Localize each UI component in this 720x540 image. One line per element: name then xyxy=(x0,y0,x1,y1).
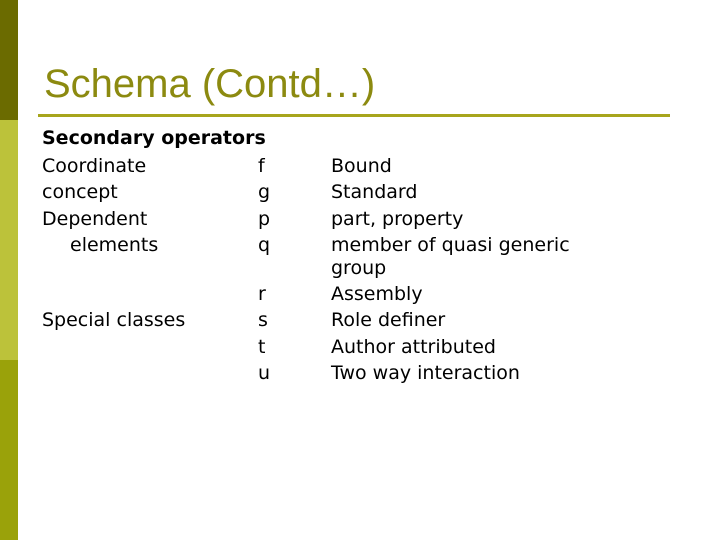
operator-g: g xyxy=(258,181,271,203)
operator-r: r xyxy=(258,283,266,305)
sidebar-accent-bottom xyxy=(0,360,18,540)
label-concept: concept xyxy=(42,181,118,203)
meaning-role-definer: Role definer xyxy=(331,309,446,331)
meaning-part-property: part, property xyxy=(331,208,464,230)
meaning-bound: Bound xyxy=(331,155,392,177)
label-elements: elements xyxy=(70,234,159,256)
meaning-two-way-interaction: Two way interaction xyxy=(331,362,520,384)
operator-t: t xyxy=(258,336,266,358)
operator-u: u xyxy=(258,362,271,384)
operator-s: s xyxy=(258,309,268,331)
meaning-author-attributed: Author attributed xyxy=(331,336,496,358)
meaning-group: group xyxy=(331,257,387,279)
label-special-classes: Special classes xyxy=(42,309,186,331)
operator-f: f xyxy=(258,155,265,177)
meaning-assembly: Assembly xyxy=(331,283,423,305)
operator-q: q xyxy=(258,234,271,256)
sidebar-accent-top xyxy=(0,0,18,120)
operator-p: p xyxy=(258,208,271,230)
label-dependent: Dependent xyxy=(42,208,148,230)
slide-title: Schema (Contd…) xyxy=(44,62,376,106)
meaning-member-of-quasi-generic: member of quasi generic xyxy=(331,234,570,256)
sidebar-accent-middle xyxy=(0,120,18,360)
title-underline xyxy=(38,114,670,117)
meaning-standard: Standard xyxy=(331,181,418,203)
section-heading: Secondary operators xyxy=(42,127,266,149)
label-coordinate: Coordinate xyxy=(42,155,147,177)
